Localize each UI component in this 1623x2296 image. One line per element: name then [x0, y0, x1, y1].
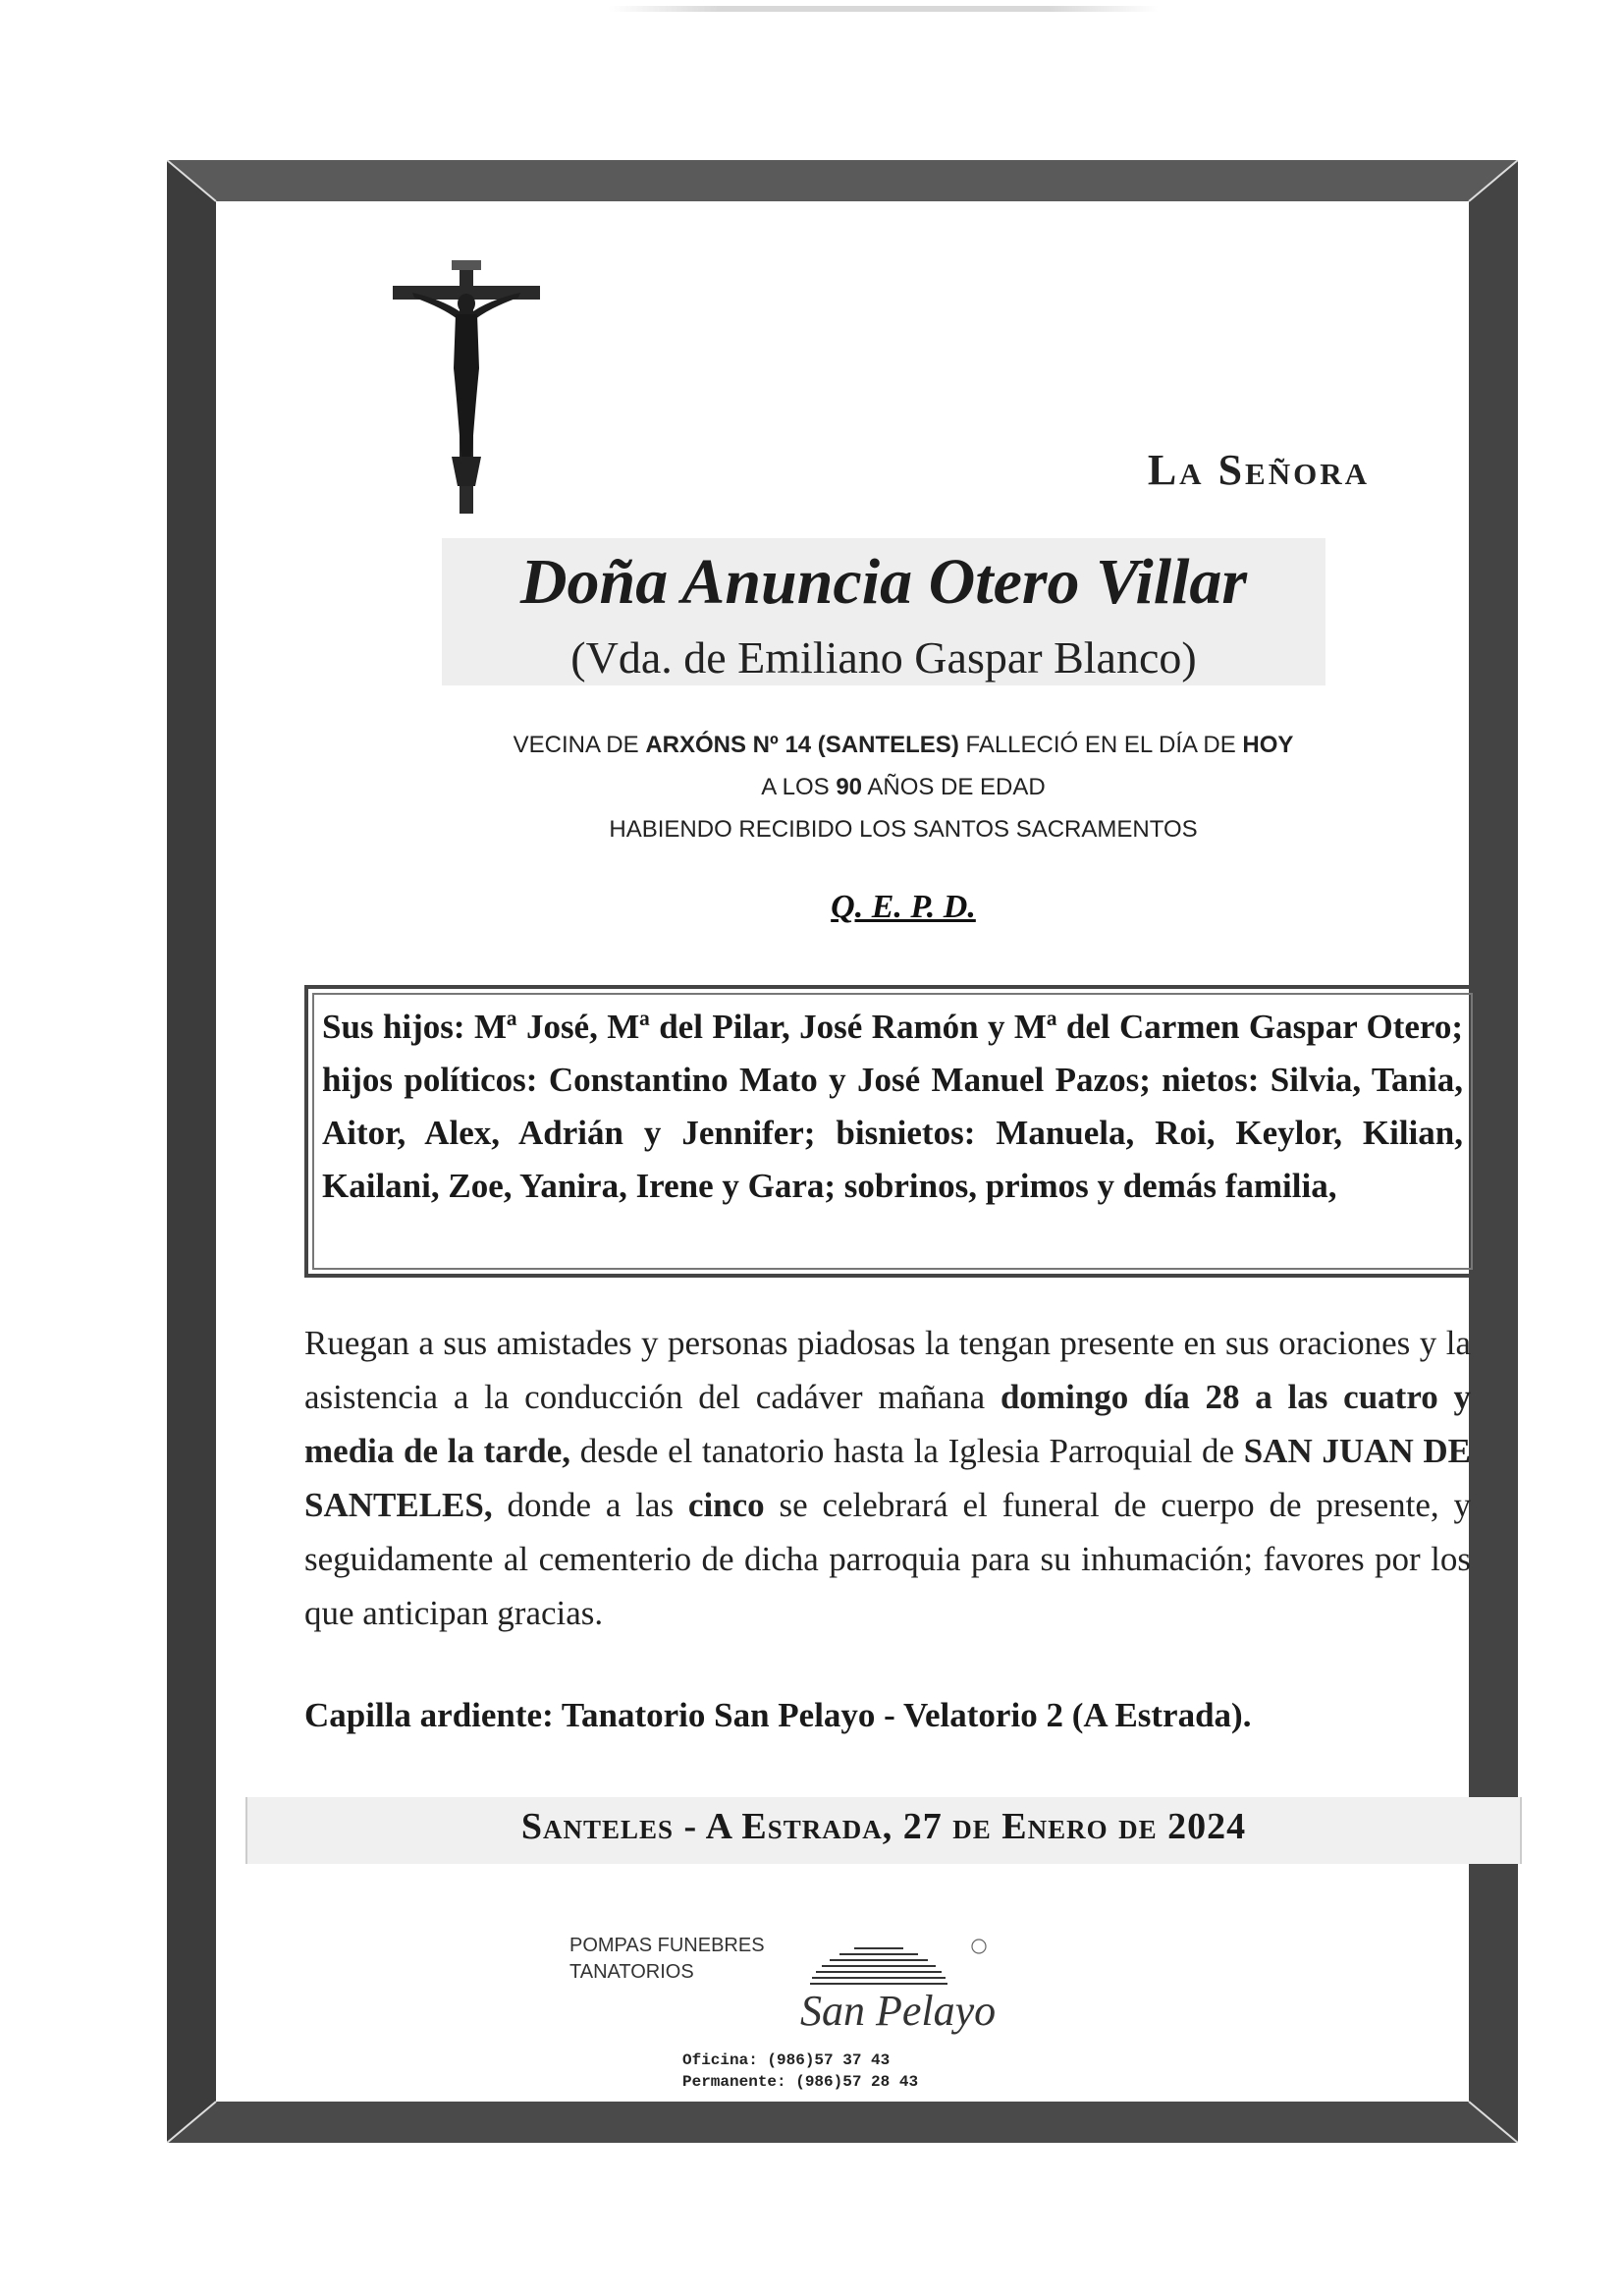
logo-text: San Pelayo	[800, 1987, 997, 2035]
notice-content	[216, 201, 1472, 2102]
info-age: 90	[836, 774, 863, 800]
body-church: SAN JUAN DE SANTELES,	[304, 1432, 1472, 1524]
info-text: AÑOS DE EDAD	[862, 774, 1046, 800]
mourning-frame	[167, 160, 1518, 2143]
qepd: Q. E. P. D.	[831, 889, 976, 925]
body-text: Ruegan a sus amistades y personas piadosas la tengan presente en sus oraciones y la asistencia a la conducción del cadáver mañana	[304, 1324, 1471, 1416]
scan-artifact	[609, 6, 1159, 12]
body-text: se celebrará el funeral de cuerpo de presente, y seguidamente al cementerio de dicha parroquia para su inhumación; favores por los que anticipan gracias.	[304, 1486, 1472, 1632]
footer-line-1: POMPAS FUNEBRES	[569, 1935, 765, 1956]
info-address: ARXÓNS Nº 14 (SANTELES)	[645, 732, 959, 758]
body-text: desde el tanatorio hasta la Iglesia Parroquial de	[570, 1432, 1244, 1470]
deceased-name: Doña Anuncia Otero Villar	[519, 546, 1248, 618]
info-line-2	[363, 774, 1443, 801]
info-today: HOY	[1242, 732, 1294, 758]
info-text: A LOS	[761, 774, 837, 800]
ceremony-text	[304, 1316, 1471, 1640]
info-text: VECINA DE	[513, 732, 646, 758]
footer-line-2: TANATORIOS	[569, 1961, 694, 1983]
phone-office: Oficina: (986)57 37 43	[682, 2051, 891, 2069]
info-line-3: HABIENDO RECIBIDO LOS SANTOS SACRAMENTOS	[609, 816, 1198, 843]
family-box	[304, 985, 1481, 1278]
widow-of: (Vda. de Emiliano Gaspar Blanco)	[570, 632, 1197, 683]
title-la-senora: La Señora	[1147, 446, 1370, 494]
phone-permanent: Permanente: (986)57 28 43	[682, 2073, 919, 2091]
san-pelayo-logo	[761, 1935, 997, 2043]
body-date: domingo día 28 a las cuatro y media de la tarde,	[304, 1378, 1472, 1470]
family-text: Sus hijos: Mª José, Mª del Pilar, José Ramón y Mª del Carmen Gaspar Otero; hijos políticos: Constantino Mato y José Manuel Pazos; nietos: Silvia, Tania, Aitor, Alex, Adrián y Jennifer; bisnietos: Manuela, Roi, Keylor, Kilian, Kailani, Zoe, Yanira, Irene y Gara; sobrinos, primos y demás familia,	[322, 1008, 1463, 1205]
chapel-info: Capilla ardiente: Tanatorio San Pelayo - Velatorio 2 (A Estrada).	[304, 1696, 1252, 1734]
info-text: FALLECIÓ EN EL DÍA DE	[958, 732, 1243, 758]
body-time: cinco	[687, 1486, 765, 1524]
body-text: donde a las	[492, 1486, 688, 1524]
notice-date: Santeles - A Estrada, 27 de Enero de 2024	[520, 1806, 1247, 1847]
info-line-1	[363, 732, 1443, 759]
crucifix-icon	[393, 260, 540, 514]
